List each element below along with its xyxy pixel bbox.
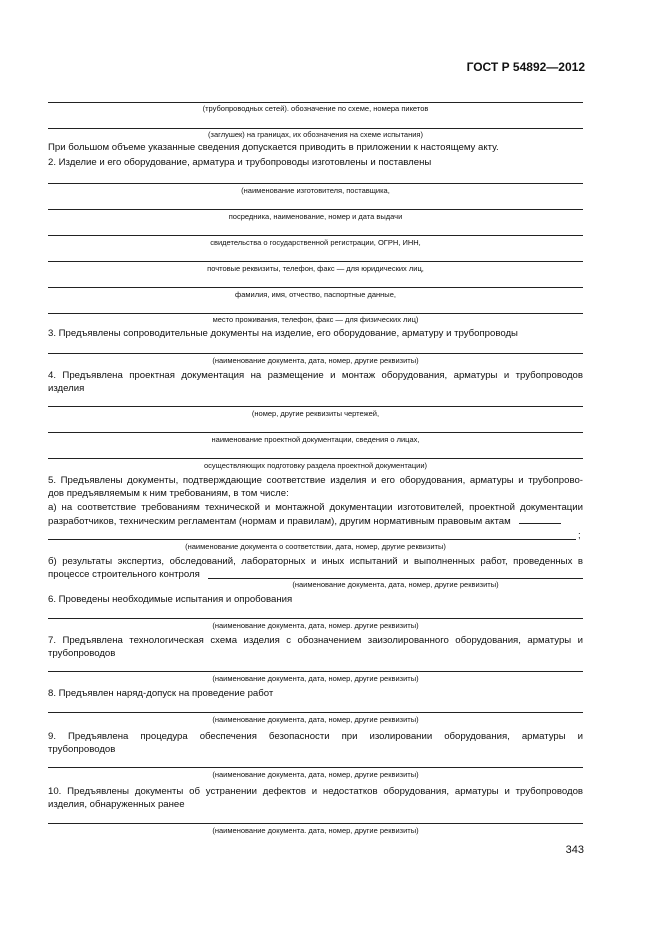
field-caption: (наименование документа, дата, номер, другие реквизиты) — [212, 770, 419, 779]
item-6-text: 6. Проведены необходимые испытания и опробования — [48, 594, 293, 605]
field-caption: место проживания, телефон, факс — для физических лиц) — [212, 315, 419, 324]
fill-line — [48, 406, 583, 407]
item-7-text: 7. Предъявлена технологическая схема изделия с обозначением заизолированного оборудования, арматуры и — [48, 635, 583, 646]
item-5b-text: б) результаты экспертиз, обследований, лабораторных и иных испытаний и выполненных работ, проведенных в — [48, 556, 583, 567]
fill-line — [208, 578, 583, 579]
field-caption: осуществляющих подготовку раздела проектной документации) — [203, 461, 428, 470]
field-caption: (наименование документа, дата, номер, другие реквизиты) — [212, 356, 419, 365]
page-number: 343 — [565, 844, 584, 856]
fill-line — [48, 287, 583, 288]
inline-blank — [519, 515, 561, 524]
note-text: При большом объеме указанные сведения допускается приводить в приложении к настоящему акту. — [48, 142, 499, 153]
field-caption: (наименование изготовителя, поставщика, — [241, 186, 390, 195]
semicolon: ; — [578, 530, 581, 541]
field-caption: (наименование документа, дата, номер, другие реквизиты) — [212, 715, 419, 724]
fill-line — [48, 458, 583, 459]
item-10-text-cont: изделия, обнаруженных ранее — [48, 799, 185, 810]
fill-line — [48, 209, 583, 210]
field-caption: (трубопроводных сетей). обозначение по схеме, номера пикетов — [202, 104, 429, 113]
item-10-text: 10. Предъявлены документы об устранении дефектов и недостатков оборудования, арматуры и трубопроводов — [48, 786, 583, 797]
item-8-text: 8. Предъявлен наряд-допуск на проведение работ — [48, 688, 274, 699]
item-4-text-cont: изделия — [48, 383, 85, 394]
item-9-text: 9. Предъявлена процедура обеспечения безопасности при изолировании оборудования, арматуры и — [48, 731, 583, 742]
fill-line — [48, 102, 583, 103]
fill-line — [48, 183, 583, 184]
fill-line — [48, 432, 583, 433]
field-caption: (номер, другие реквизиты чертежей, — [251, 409, 380, 418]
field-caption: свидетельства о государственной регистрации, ОГРН, ИНН, — [210, 238, 421, 247]
fill-line — [48, 235, 583, 236]
fill-line — [48, 261, 583, 262]
item-9-text-cont: трубопроводов — [48, 744, 116, 755]
fill-line — [48, 313, 583, 314]
field-caption: (наименование документа, дата, номер. другие реквизиты) — [212, 621, 419, 630]
fill-line — [48, 128, 583, 129]
field-caption: (наименование документа, дата, номер, другие реквизиты) — [292, 580, 499, 589]
field-caption: почтовые реквизиты, телефон, факс — для юридических лиц, — [207, 264, 424, 273]
item-2-text: 2. Изделие и его оборудование, арматура и трубопроводы изготовлены и поставлены — [48, 157, 432, 168]
item-7-text-cont: трубопроводов — [48, 648, 116, 659]
item-5a-text: а) на соответствие требованиям технической и монтажной документации изготовителей, проектной документации — [48, 502, 583, 513]
fill-line — [48, 712, 583, 713]
fill-line — [48, 353, 583, 354]
field-caption: (наименование документа. дата, номер, другие реквизиты) — [212, 826, 419, 835]
fill-line — [48, 618, 583, 619]
fill-line — [48, 823, 583, 824]
standard-header: ГОСТ Р 54892—2012 — [466, 60, 585, 74]
item-5a-text-end: разработчиков, техническим регламентам (нормам и правилам), другим нормативным правовым актам — [48, 516, 511, 527]
field-caption: (заглушек) на границах, их обозначения на схеме испытания) — [208, 130, 423, 139]
fill-line — [48, 539, 576, 540]
field-caption: фамилия, имя, отчество, паспортные данные, — [235, 290, 396, 299]
item-5-text: 5. Предъявлены документы, подтверждающие соответствие изделия и его оборудования, арматуры и трубопрово- — [48, 475, 583, 486]
fill-line — [48, 767, 583, 768]
item-3-text: 3. Предъявлены сопроводительные документы на изделие, его оборудование, арматуру и трубопроводы — [48, 328, 518, 339]
item-5b-text-cont: процессе строительного контроля — [48, 569, 200, 580]
fill-line — [48, 671, 583, 672]
item-5a-text-cont — [48, 515, 583, 529]
field-caption: (наименование документа, дата, номер, другие реквизиты) — [212, 674, 419, 683]
field-caption: наименование проектной документации, сведения о лицах, — [211, 435, 420, 444]
item-5-text-cont: дов предъявляемым к ним требованиям, в том числе: — [48, 488, 289, 499]
field-caption: посредника, наименование, номер и дата выдачи — [228, 212, 403, 221]
field-caption: (наименование документа о соответствии, дата, номер, другие реквизиты) — [185, 542, 446, 551]
item-4-text: 4. Предъявлена проектная документация на размещение и монтаж оборудования, арматуры и трубопроводов — [48, 370, 583, 381]
